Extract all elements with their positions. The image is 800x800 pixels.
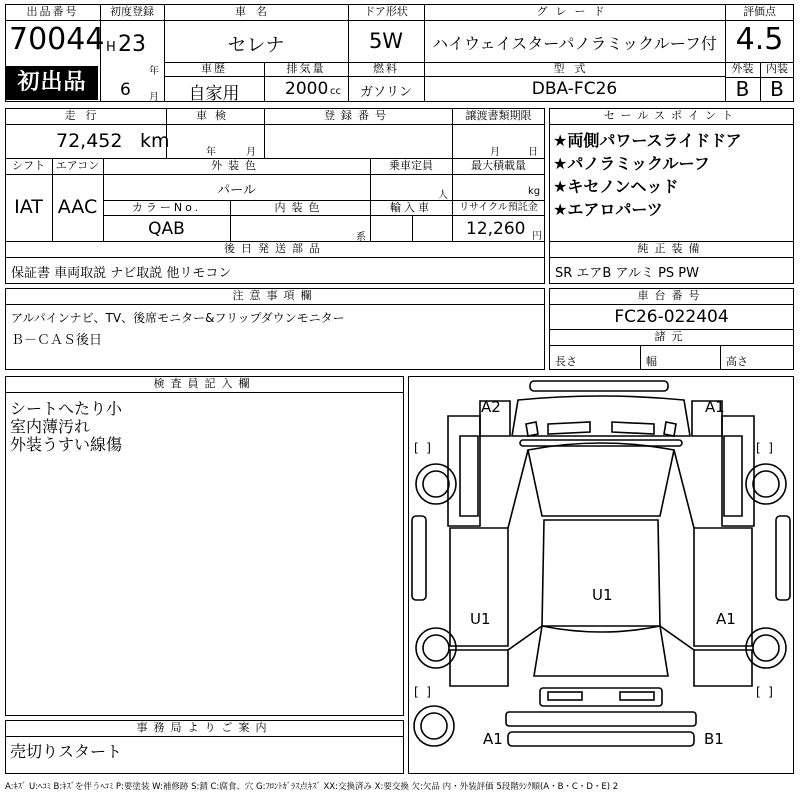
damage-mark-a1-bottom: A1 [483,730,503,748]
door-label: ドア形状 [364,5,408,18]
interior-grade-label: 内装 [766,62,788,75]
color-no: QAB [148,219,185,239]
score: 4.5 [735,22,784,57]
chassis-label: 車台番号 [637,289,706,302]
shift-label: シフト [12,159,45,172]
grade-label: グレード [536,5,613,18]
yen-unit: 円 [532,231,542,242]
cc-unit: cc [330,86,341,97]
max-load-label: 最大積載量 [471,159,526,172]
dims-label: 諸元 [654,330,689,343]
color-no-label: カラーNo. [131,201,202,214]
era: H [106,40,116,55]
model: DBA-FC26 [531,79,618,99]
import-label: 輸入車 [390,201,432,214]
selling-point: ★両側パワースライドドア [553,131,742,150]
bracket-mark: [ ] [414,441,431,455]
score-label: 評価点 [743,5,776,18]
exterior-color-label: 外装色 [211,159,262,172]
grade: ハイウェイスターパノラミックルーフ付 [432,34,717,53]
door-type: 5W [368,29,404,53]
inspector-line: 外装うすい線傷 [10,435,123,454]
fuel: ガソリン [359,85,412,100]
displacement: 2000 [285,79,329,99]
selling-point: ★エアロパーツ [553,200,663,219]
exterior-grade-label: 外装 [731,62,754,75]
transfer-day-unit: 日 [528,147,538,158]
history: 自家用 [188,84,240,104]
post-parts: 保証書 車両取説 ナビ取説 他リモコン [11,266,232,281]
reg-month: 6 [120,80,131,100]
car-name-label: 車名 [235,5,277,18]
notes-label: 注意事項欄 [232,289,318,302]
interior-color-label: 内装色 [274,201,326,214]
capacity-label: 乗車定員 [389,159,433,172]
equipment: SR エアB アルミ PS PW [555,266,699,281]
interior-grade: B [770,77,784,101]
exterior-color: パール [217,183,256,198]
load-unit: kg [528,186,541,197]
damage-mark-a2: A2 [481,398,501,416]
interior-color-unit: 系 [356,232,366,243]
recycle-label: リサイクル預託金 [459,202,538,213]
damage-mark-u1-left: U1 [470,610,491,628]
inspection-label: 車検 [196,109,234,122]
bracket-mark: [ ] [756,441,773,455]
selling-point: ★パノラミックルーフ [553,154,710,173]
first-listing-badge: 初出品 [6,66,98,100]
chassis-number: FC26-022404 [614,307,729,327]
mileage-label: 走行 [64,109,107,122]
reg-year: 23 [118,32,146,57]
notes-line-1: アルパインナビ、TV、後席モニター&フリップダウンモニター [11,311,345,325]
transfer-label: 譲渡書類期限 [465,109,532,122]
office-label: 事務局よりご案内 [136,721,273,734]
damage-mark-a1-top: A1 [705,398,725,416]
office-message: 売切りスタート [10,742,123,761]
damage-mark-b1: B1 [704,730,724,748]
fuel-label: 燃料 [373,62,399,75]
inspection-month-unit: 月 [246,147,256,158]
ac-label: エアコン [55,159,100,172]
recycle-fee: 12,260 [466,219,526,239]
bracket-mark: [ ] [414,685,431,699]
height-label: 高さ [726,355,748,368]
width-label: 幅 [646,355,657,368]
plate-label: 登録番号 [324,109,392,122]
car-diagram [408,376,794,774]
equipment-label: 純正装備 [637,242,706,255]
aircon: AAC [57,196,98,218]
year-unit: 年 [149,66,159,77]
inspection-year-unit: 年 [206,147,216,158]
post-parts-label: 後日発送部品 [224,242,326,255]
shift: IAT [14,196,43,218]
damage-mark-u1-center: U1 [592,586,613,604]
legend: A:ｷｽﾞ U:ﾍｺﾐ B:ｷｽﾞを伴うﾍｺﾐ P:要塗装 W:補修跡 S:錆 C:腐食、穴 G:ﾌﾛﾝﾄｶﾞﾗｽ点ｷｽﾞ XX:交換済み X:要交換 欠:欠品 内・外装評価 5段階ﾗﾝｸ順(A・B・C・D・E) 2 [5,782,619,792]
history-label: 車歴 [201,62,227,75]
lot-number-label: 出品番号 [26,5,79,18]
car-name: セレナ [227,34,285,56]
capacity-unit: 人 [438,190,448,201]
exterior-grade: B [735,77,750,101]
inspector-label: 検査員記入欄 [153,377,256,390]
transfer-month-unit: 月 [490,147,500,158]
km-unit: km [140,130,170,152]
selling-point: ★キセノンヘッド [553,177,679,196]
damage-mark-a1-right: A1 [716,610,736,628]
bracket-mark: [ ] [756,685,773,699]
inspector-line: 室内薄汚れ [10,417,91,436]
lot-number: 70044 [9,22,105,57]
month-unit: 月 [149,92,159,103]
inspector-line: シートへたり小 [10,399,123,418]
reg-date-label: 初度登録 [110,5,154,18]
length-label: 長さ [555,355,577,368]
selling-points-label: セールスポイント [603,109,739,122]
notes-line-2: Ｂ－ＣＡＳ後日 [11,333,103,348]
model-label: 型式 [553,62,596,75]
mileage: 72,452 [56,130,123,152]
displacement-label: 排気量 [286,62,326,75]
